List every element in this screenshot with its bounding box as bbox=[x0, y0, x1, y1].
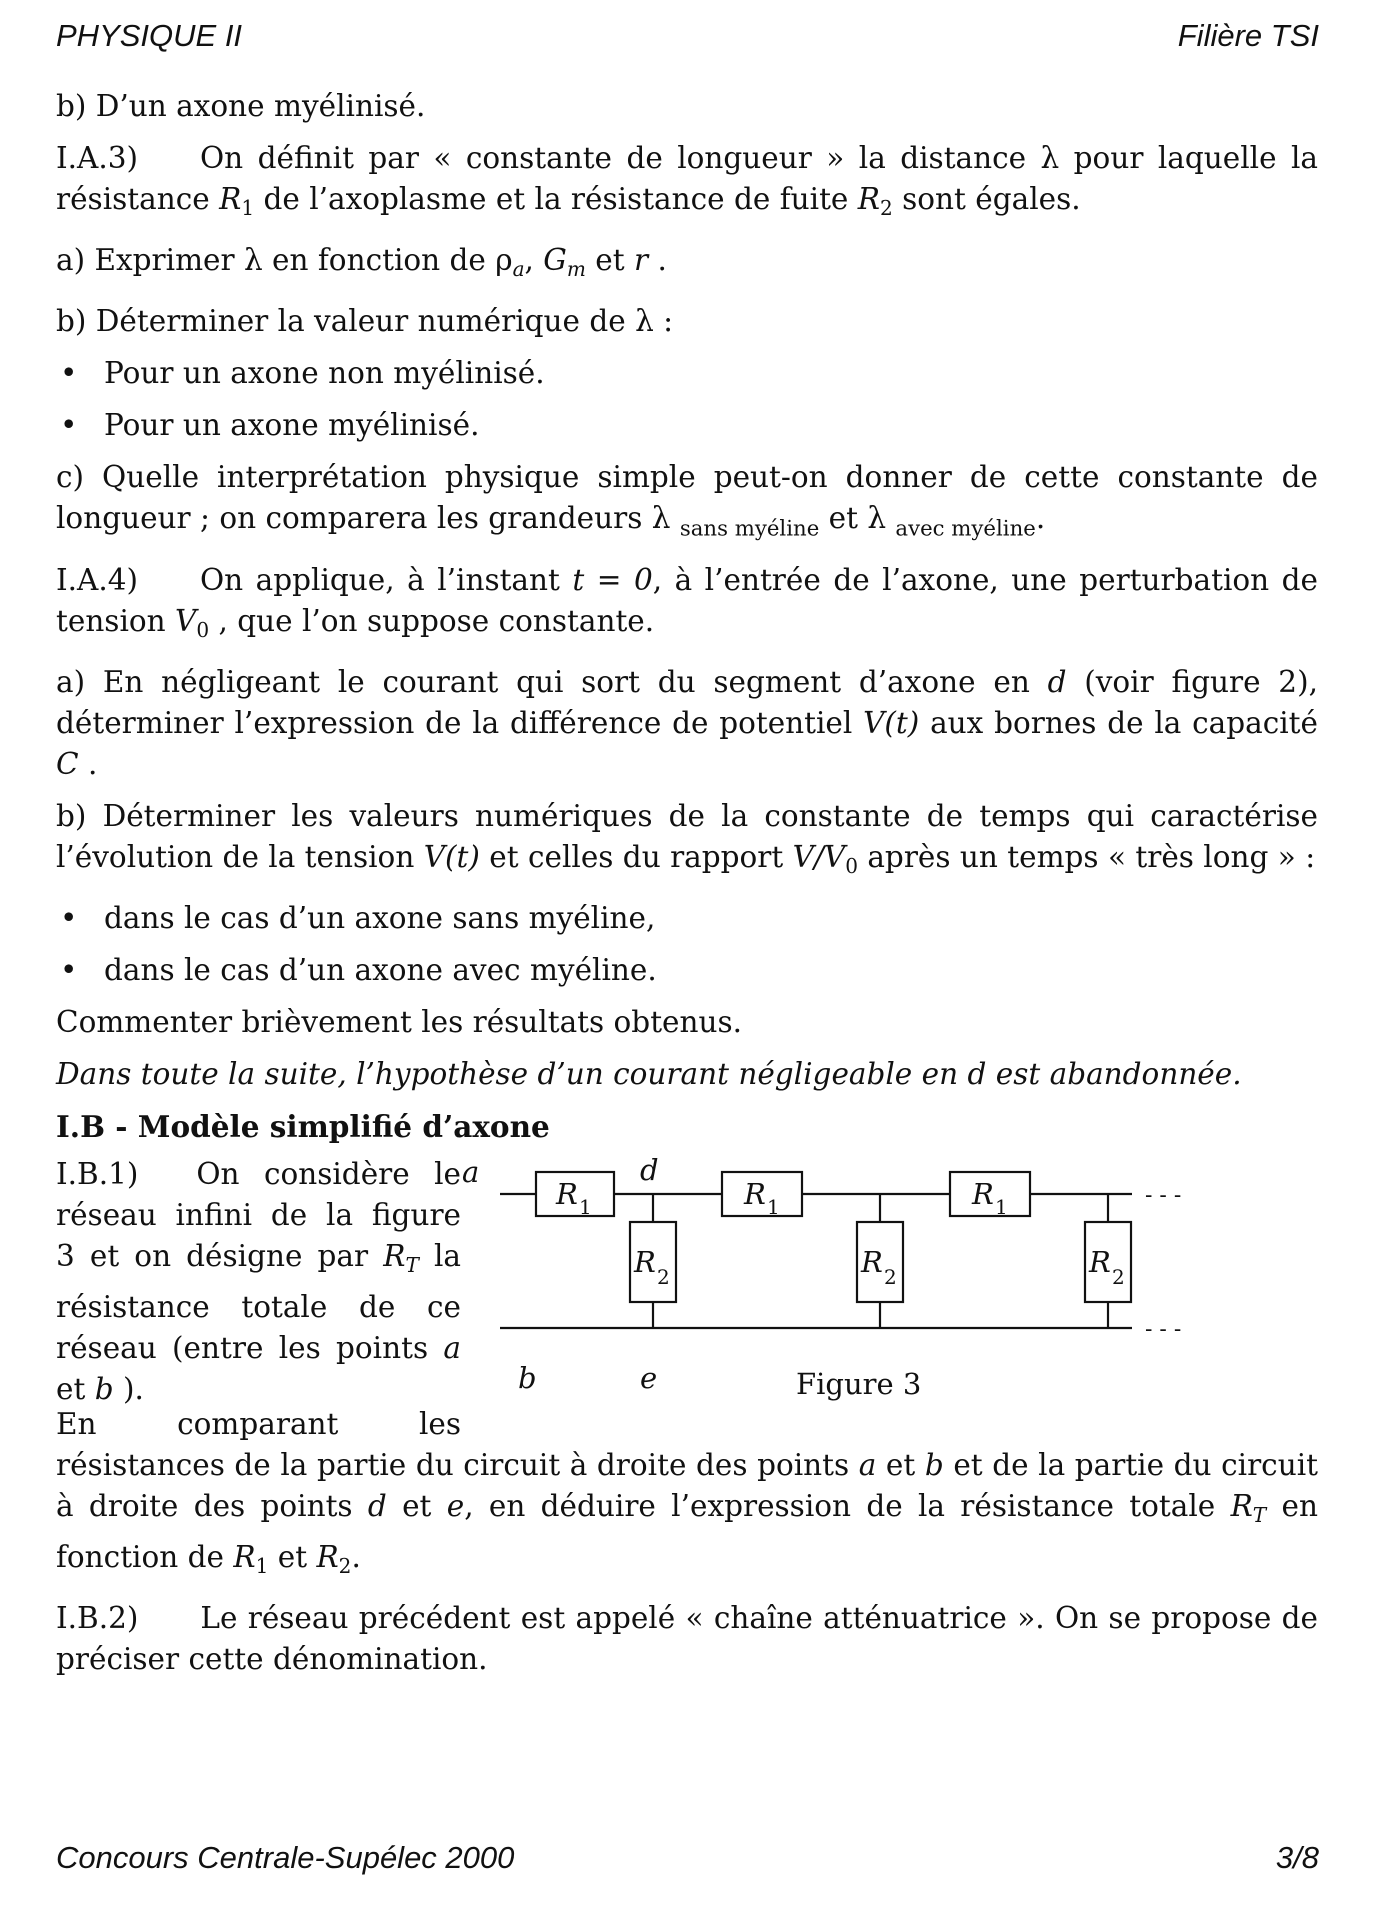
resistor-sub: 1 bbox=[995, 1195, 1008, 1220]
resistor-sub: 1 bbox=[579, 1195, 592, 1220]
label-e: e bbox=[640, 1361, 658, 1396]
resistor-sub: 2 bbox=[657, 1265, 670, 1290]
paragraph-ia4a: a) En négligeant le courant qui sort du segment d’axone en d (voir figure 2), déterminer l’expression de la différence de potentiel V(t) aux bornes de la capacité C . bbox=[56, 665, 1318, 782]
question-number: I.A.3) bbox=[56, 141, 138, 175]
list-item: • Pour un axone myélinisé. bbox=[60, 408, 480, 443]
resistor-sub: 1 bbox=[767, 1195, 780, 1220]
paragraph-ia3: I.A.3) On définit par « constante de longueur » la distance λ pour laquelle la résistance $R_1$ de l’axoplasme et la résistance de fuite $R_2$ sont égales. bbox=[56, 141, 1318, 221]
continuation-dots: - - - bbox=[1145, 1183, 1182, 1209]
footer-page-number: 3/8 bbox=[1275, 1840, 1319, 1875]
resistor-sub: 2 bbox=[884, 1265, 897, 1290]
list-item: • Pour un axone non myélinisé. bbox=[60, 356, 545, 391]
paragraph-comment: Commenter brièvement les résultats obtenus. bbox=[56, 1005, 743, 1040]
resistor-label: R bbox=[556, 1177, 578, 1212]
label-b: b bbox=[518, 1361, 537, 1396]
paragraph-note: Dans toute la suite, l’hypothèse d’un courant négligeable en d est abandonnée. bbox=[56, 1057, 1242, 1092]
paragraph-ia3a: a) Exprimer λ en fonction de $\rho_a$, $G_m$ et r . bbox=[56, 243, 667, 282]
header-subject: PHYSIQUE II bbox=[56, 18, 243, 53]
list-item: • dans le cas d’un axone avec myéline. bbox=[60, 953, 657, 988]
label-a: a bbox=[462, 1155, 480, 1190]
resistor-sub: 2 bbox=[1112, 1265, 1125, 1290]
paragraph-ia2b: b) D’un axone myélinisé. bbox=[56, 89, 426, 123]
paragraph-ib1-cont-first: En comparant les bbox=[56, 1407, 461, 1442]
resistor-label: R bbox=[744, 1177, 766, 1212]
paragraph-ia4: I.A.4) On applique, à l’instant t = 0, à l’entrée de l’axone, une perturbation de tension $V_0$ , que l’on suppose constante. bbox=[56, 563, 1318, 643]
resistor-label: R bbox=[1089, 1245, 1111, 1280]
paragraph-ia3b: b) Déterminer la valeur numérique de λ : bbox=[56, 304, 674, 339]
resistor-label: R bbox=[861, 1245, 883, 1280]
footer-contest: Concours Centrale-Supélec 2000 bbox=[56, 1840, 515, 1875]
figure-3-circuit bbox=[462, 1152, 1350, 1402]
continuation-dots: - - - bbox=[1145, 1317, 1182, 1343]
label-d: d bbox=[640, 1153, 659, 1188]
list-item: • dans le cas d’un axone sans myéline, bbox=[60, 901, 656, 936]
paragraph-ia3c: c) Quelle interprétation physique simple peut-on donner de cette constante de longueur ; on comparera les grandeurs λ $_{sans myéline}$ et λ $_{avec myéline}$. bbox=[56, 460, 1318, 542]
resistor-label: R bbox=[972, 1177, 994, 1212]
header-track: Filière TSI bbox=[1177, 18, 1319, 53]
figure-block bbox=[56, 1154, 1318, 1410]
paragraph-ia4b: b) Déterminer les valeurs numériques de la constante de temps qui caractérise l’évolution de la tension V(t) et celles du rapport $V/V_0$ après un temps « très long » : bbox=[56, 799, 1318, 879]
paragraph-ib1-wrap: I.B.1) On considère le réseau infini de la figure 3 et on désigne par $R_T$ la résistance totale de ce réseau (entre les points a et b ). bbox=[56, 1157, 461, 1406]
paragraph-ib2: I.B.2) Le réseau précédent est appelé « chaîne atténuatrice ». On se propose de préciser cette dénomination. bbox=[56, 1600, 1318, 1676]
figure-caption: Figure 3 bbox=[796, 1367, 922, 1402]
paragraph-ib1-cont: résistances de la partie du circuit à droite des points a et b et de la partie du circuit à droite des points d et e, en déduire l’expression de la résistance totale $R_T$ en fonction de $R_1$ et $R_2$. bbox=[56, 1448, 1318, 1578]
page-body bbox=[56, 86, 1318, 1680]
section-title: I.B - Modèle simplifié d’axone bbox=[56, 1109, 550, 1145]
resistor-label: R bbox=[634, 1245, 656, 1280]
